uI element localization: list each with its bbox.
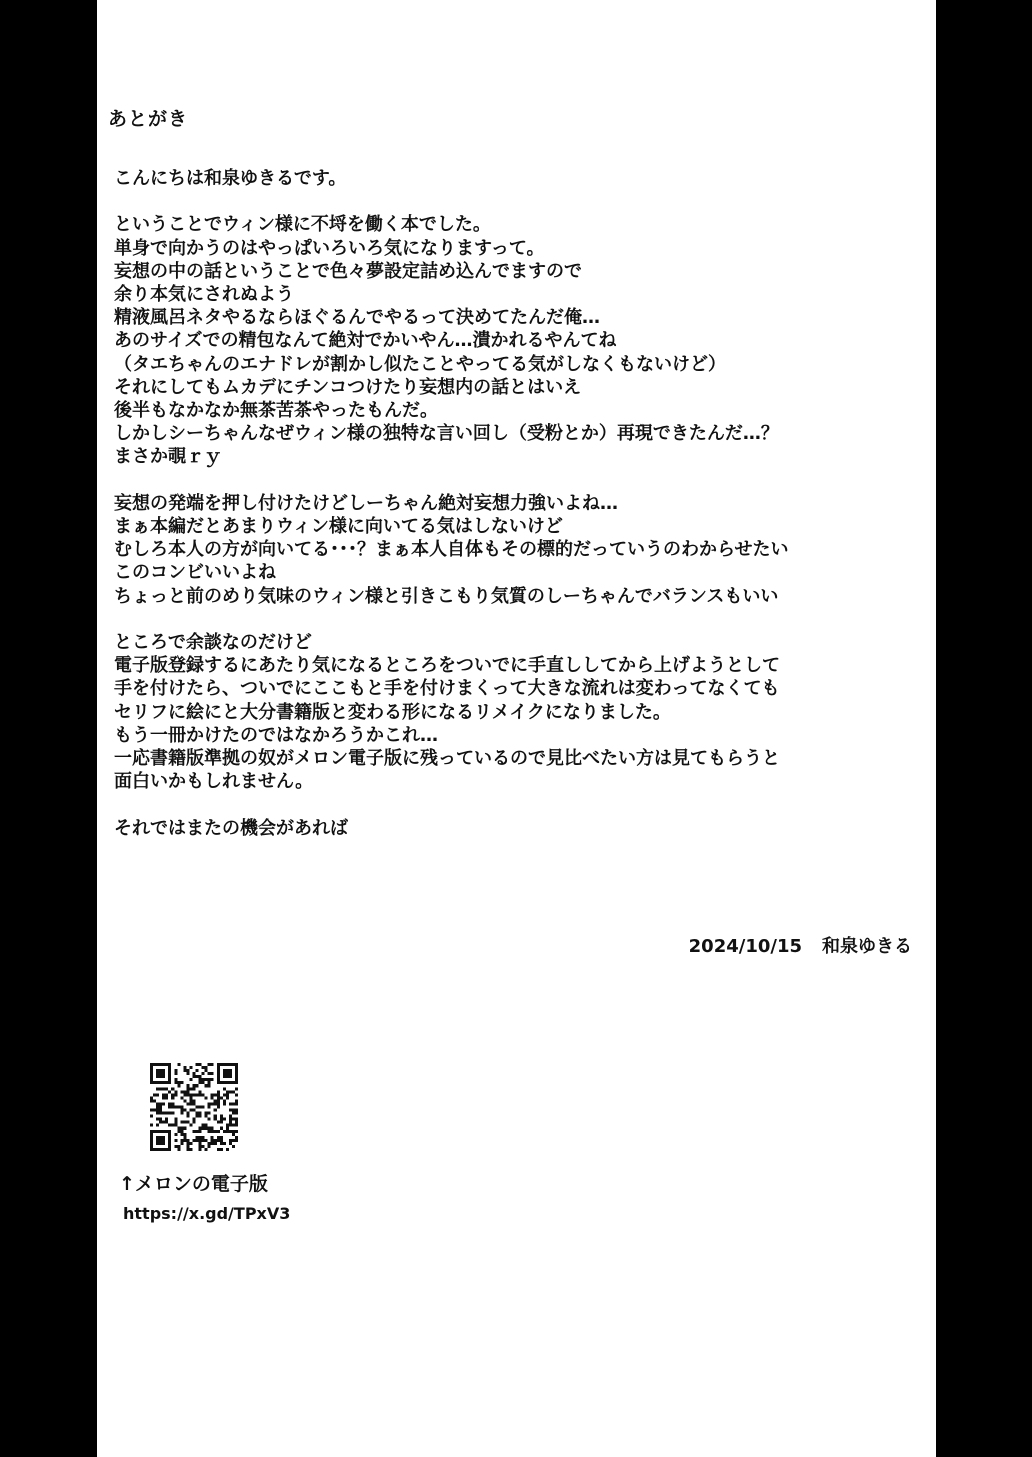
text-line: 手を付けたら、ついでにここもと手を付けまくって大きな流れは変わってなくても	[114, 678, 780, 700]
text-line: 妄想の中の話ということで色々夢設定詰め込んでますので	[114, 260, 582, 282]
text-line: それにしてもムカデにチンコつけたり妄想内の話とはいえ	[114, 376, 582, 398]
text-line: セリフに絵にと大分書籍版と変わる形になるリメイクになりました。	[114, 701, 671, 723]
text-line: 面白いかもしれません。	[114, 771, 314, 793]
text-line: あのサイズでの精包なんて絶対でかいやん…潰かれるやんてね	[114, 330, 617, 352]
qr-url-link[interactable]: https://x.gd/TPxV3	[123, 1204, 291, 1223]
page	[97, 0, 936, 1457]
text-line: 一応書籍版準拠の奴がメロン電子版に残っているので見比べたい方は見てもらうと	[114, 748, 780, 770]
paragraph	[114, 817, 924, 840]
text-line: ということでウィン様に不埒を働く本でした。	[114, 214, 491, 236]
paragraph	[114, 213, 924, 468]
text-line: ところで余談なのだけど	[114, 632, 312, 654]
qr-caption: ↑メロンの電子版	[119, 1173, 268, 1195]
text-line: 精液風呂ネタやるならほぐるんでやるって決めてたんだ俺…	[114, 307, 600, 329]
text-line: もう一冊かけたのではなかろうかこれ…	[114, 724, 438, 746]
text-line: （タエちゃんのエナドレが割かし似たことやってる気がしなくもないけど）	[114, 353, 726, 375]
text-line: しかしシーちゃんなぜウィン様の独特な言い回し（受粉とか）再現できたんだ…？	[114, 423, 779, 445]
text-line: まぁ本編だとあまりウィン様に向いてる気はしないけど	[114, 516, 563, 538]
paragraph	[114, 631, 924, 793]
text-line: それではまたの機会があれば	[114, 817, 348, 839]
paragraph	[114, 167, 924, 190]
text-line: まさか覗ｒｙ	[114, 446, 222, 468]
afterword-body	[114, 167, 924, 863]
text-line: 余り本気にされぬよう	[114, 284, 294, 305]
signature-author: 和泉ゆきる	[822, 936, 912, 957]
qr-code-icon	[150, 1063, 238, 1151]
text-line: 妄想の発端を押し付けたけどしーちゃん絶対妄想力強いよね…	[114, 492, 618, 514]
afterword-heading: あとがき	[108, 108, 189, 130]
text-line: このコンビいいよね	[114, 562, 276, 584]
signature-date: 2024/10/15	[688, 936, 802, 957]
text-line: 後半もなかなか無茶苦茶やったもんだ。	[114, 400, 438, 422]
paragraph	[114, 492, 924, 608]
text-line: むしろ本人の方が向いてる･･･？まぁ本人自体もその標的だっていうのわからせたい	[114, 539, 789, 561]
text-line: 単身で向かうのはやっぱいろいろ気になりますって。	[114, 237, 545, 259]
text-line: ちょっと前のめり気味のウィン様と引きこもり気質のしーちゃんでバランスもいい	[114, 585, 779, 607]
text-line: こんにちは和泉ゆきるです。	[114, 168, 347, 189]
text-line: 電子版登録するにあたり気になるところをついでに手直ししてから上げようとして	[114, 655, 780, 677]
signature	[689, 932, 912, 958]
